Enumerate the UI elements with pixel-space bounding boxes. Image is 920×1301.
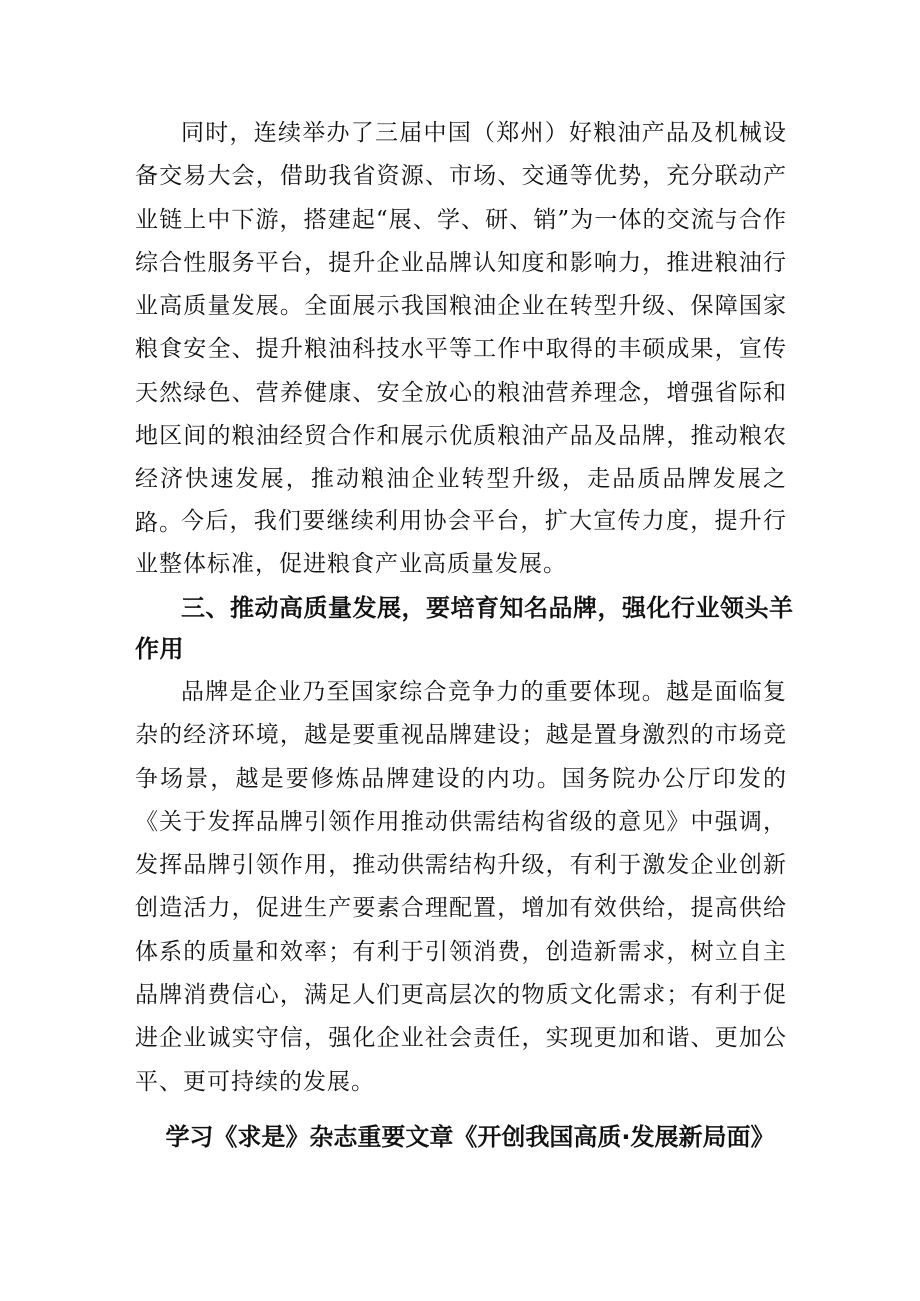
paragraph-future-plan: 今后，我们要继续利用协会平台，扩大宣传力度，提升行业整体标准，促进粮食产业高质量发展。 <box>135 508 787 578</box>
paragraph-brand-importance: 品牌是企业乃至国家综合竞争力的重要体现。越是面临复杂的经济环境，越是要重视品牌建设；越是置身激烈的市场竞争场景，越是要修炼品牌建设的内功。国务院办公厅印发的《关于发挥品牌引领作用推动供需结构省级的意见》中强调，发挥品牌引领作用，推动供需结构升级，有利于激发企业创新创造活力，促进生产要素合理配置，增加有效供给，提高供给体系的质量和效率；有利于引领消费，创造新需求，树立自主品牌消费信心，满足人们更高层次的物质文化需求；有利于促进企业诚实守信，强化企业社会责任，实现更加和谐、更加公平、更可持续的发展。 <box>135 679 787 1095</box>
section-heading: 三、推动高质量发展，要培育知名品牌，强化行业领头羊作用 <box>135 594 794 663</box>
article-title: 学习《求是》杂志重要文章《开创我国高质·发展新局面》 <box>165 1123 775 1151</box>
paragraph-exchange-conference: 同时，连续举办了三届中国（郑州）好粮油产品及机械设备交易大会，借助我省资源、市场、交通等优势，充分联动产业链上中下游，搭建起“展、学、研、销”为一体的交流与合作综合性服务平台，提升企业品牌认知度和影响力，推进粮油行业高质量发展。全面展示我国粮油企业在转型升级、保障国家粮食安全、提升粮油科技水平等工作中取得的丰硕成果，宣传天然绿色、营养健康、安全放心的粮油营养理念，增强省际和地区间的粮油经贸合作和展示优质粮油产品及品牌，推动粮农经济快速发展，推动粮油企业转型升级，走品质品牌发展之路。 <box>135 120 787 536</box>
